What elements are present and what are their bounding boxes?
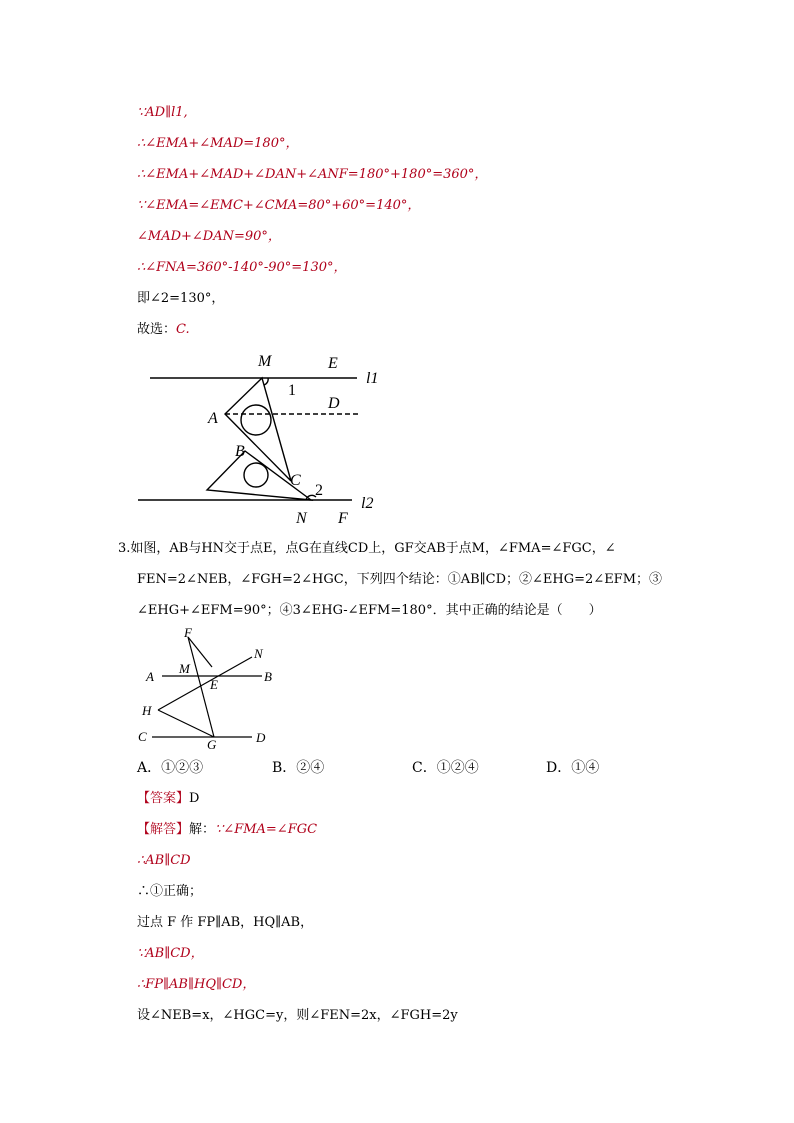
label-M2: M bbox=[179, 661, 190, 676]
circle-lower bbox=[244, 463, 268, 487]
label-N2: N bbox=[254, 646, 263, 661]
solution-line-3: ∴∠EMA+∠MAD+∠DAN+∠ANF=180°+180°=360°， bbox=[137, 167, 488, 182]
label-C2: C bbox=[138, 729, 147, 744]
option-a: A．①②③ bbox=[137, 760, 204, 776]
label-D: D bbox=[328, 395, 340, 412]
label-H2: H bbox=[142, 703, 152, 718]
label-G2: G bbox=[207, 737, 217, 752]
choose-line bbox=[137, 321, 190, 339]
figure-2-diagram bbox=[130, 625, 290, 755]
question-3-line-2: FEN=2∠NEB，∠FGH=2∠HGC，下列四个结论：①AB∥CD；②∠EHG=2∠EFM；③ bbox=[137, 572, 663, 587]
answer-line bbox=[137, 790, 199, 808]
label-D2: D bbox=[256, 730, 266, 745]
solution-line-2: ∴∠EMA+∠MAD=180°， bbox=[137, 136, 299, 151]
label-2: 2 bbox=[315, 482, 323, 499]
analysis-line-1: ∴AB∥CD bbox=[137, 853, 191, 868]
analysis-line-4: ∵AB∥CD， bbox=[137, 946, 204, 961]
question-3-line-3: ∠EHG+∠EFM=90°；④3∠EHG-∠EFM=180°．其中正确的结论是（ ） bbox=[137, 603, 602, 618]
analysis-first: ∵∠FMA=∠FGC bbox=[215, 822, 318, 837]
answer-value: D bbox=[189, 791, 200, 806]
circle-upper bbox=[241, 405, 271, 435]
question-3-line-1: 3.如图，AB与HN交于点E，点G在直线CD上，GF交AB于点M，∠FMA=∠FGC，∠ bbox=[118, 541, 616, 556]
analysis-line-2: ∴①正确； bbox=[137, 884, 203, 899]
solution-line-1: ∵AD∥l1, bbox=[137, 105, 188, 120]
option-b: B．②④ bbox=[272, 760, 325, 776]
answer-label: 【答案】 bbox=[137, 791, 190, 806]
analysis-line bbox=[137, 821, 317, 839]
analysis-label: 【解答】 bbox=[137, 822, 190, 837]
solution-line-5: ∠MAD+∠DAN=90°， bbox=[137, 229, 281, 244]
solution-line-4: ∵∠EMA=∠EMC+∠CMA=80°+60°=140°， bbox=[137, 198, 421, 213]
label-E2: E bbox=[210, 677, 218, 692]
label-B2: B bbox=[264, 669, 272, 684]
line-HG bbox=[158, 710, 214, 737]
label-A2: A bbox=[146, 669, 154, 684]
choose-value: C. bbox=[176, 322, 190, 337]
label-l2: l2 bbox=[361, 495, 374, 512]
triangle-upper bbox=[225, 378, 291, 481]
label-C: C bbox=[290, 472, 301, 489]
analysis-line-5: ∴FP∥AB∥HQ∥CD， bbox=[137, 977, 256, 992]
label-E: E bbox=[328, 355, 338, 372]
conclusion-text: 即∠2=130°， bbox=[137, 291, 225, 306]
label-l1: l1 bbox=[366, 370, 379, 387]
option-d: D．①④ bbox=[546, 760, 600, 776]
figure-1-diagram bbox=[130, 345, 390, 530]
choose-label: 故选： bbox=[137, 322, 177, 337]
label-M: M bbox=[258, 353, 272, 370]
solution-line-6: ∴∠FNA=360°-140°-90°=130°， bbox=[137, 260, 347, 275]
analysis-line-3: 过点 F 作 FP∥AB，HQ∥AB， bbox=[137, 915, 314, 930]
angle-1-arc bbox=[264, 378, 268, 385]
option-c: C．①②④ bbox=[412, 760, 479, 776]
label-N: N bbox=[296, 510, 307, 527]
label-A: A bbox=[208, 410, 218, 427]
label-F2: F bbox=[184, 625, 192, 640]
label-1: 1 bbox=[288, 382, 296, 399]
label-F: F bbox=[338, 510, 348, 527]
label-B: B bbox=[235, 443, 245, 460]
analysis-intro: 解： bbox=[189, 822, 216, 837]
analysis-line-6: 设∠NEB=x，∠HGC=y，则∠FEN=2x，∠FGH=2y bbox=[137, 1008, 458, 1023]
